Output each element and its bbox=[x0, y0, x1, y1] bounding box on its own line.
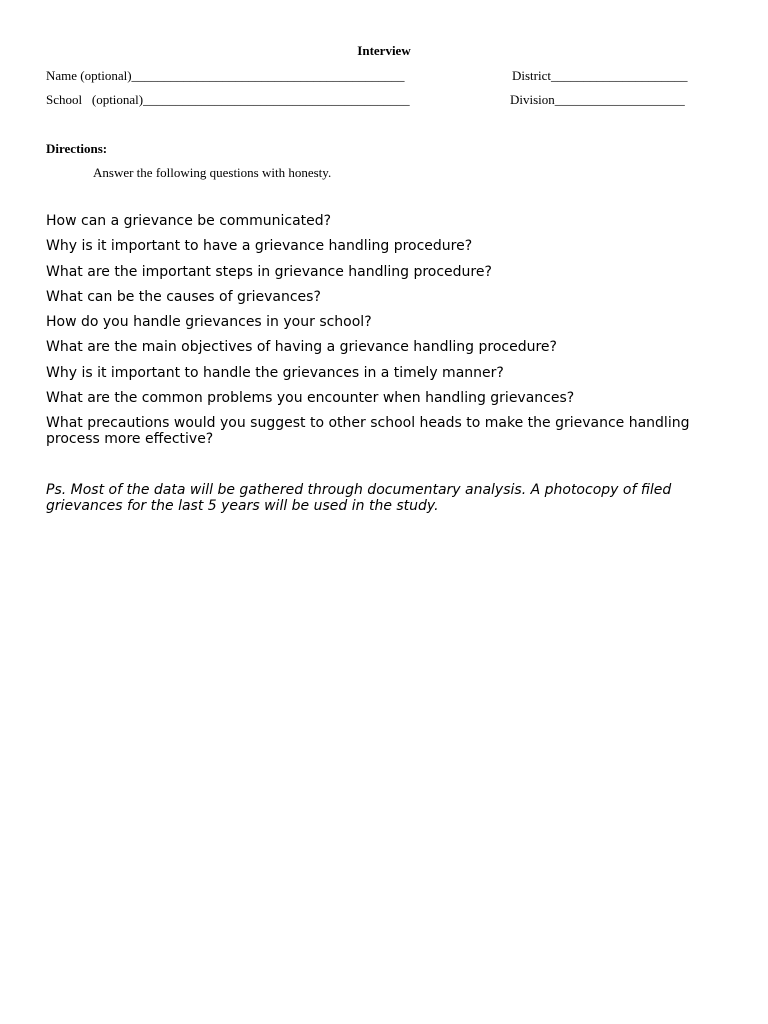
name-field[interactable]: Name (optional)__________________________________________ bbox=[46, 68, 405, 83]
question-item: How can a grievance be communicated? bbox=[46, 213, 332, 229]
postscript-note: Ps. Most of the data will be gathered through documentary analysis. A photocopy of filed grievances for the last 5 years will be used in the study. bbox=[46, 482, 672, 514]
directions-label: Directions: bbox=[46, 141, 108, 156]
division-field[interactable]: Division____________________ bbox=[510, 92, 685, 107]
question-item: What are the main objectives of having a grievance handling procedure? bbox=[46, 339, 557, 356]
question-item: How do you handle grievances in your school? bbox=[46, 314, 372, 331]
question-item: What precautions would you suggest to other school heads to make the grievance handling process more effective? bbox=[46, 415, 690, 448]
question-item: Why is it important to handle the grievances in a timely manner? bbox=[46, 364, 504, 381]
question-item: What can be the causes of grievances? bbox=[46, 288, 321, 305]
question-item: What are the important steps in grievance handling procedure? bbox=[46, 263, 492, 280]
directions-text: Answer the following questions with honesty. bbox=[93, 165, 332, 180]
question-item: What are the common problems you encounter when handling grievances? bbox=[46, 390, 575, 407]
district-field[interactable]: District_____________________ bbox=[512, 68, 688, 83]
question-item: Why is it important to have a grievance handling procedure? bbox=[46, 238, 473, 255]
question-list bbox=[46, 213, 716, 457]
document-title: Interview bbox=[357, 43, 411, 58]
school-field[interactable]: School (optional)_________________________________________ bbox=[46, 92, 410, 107]
